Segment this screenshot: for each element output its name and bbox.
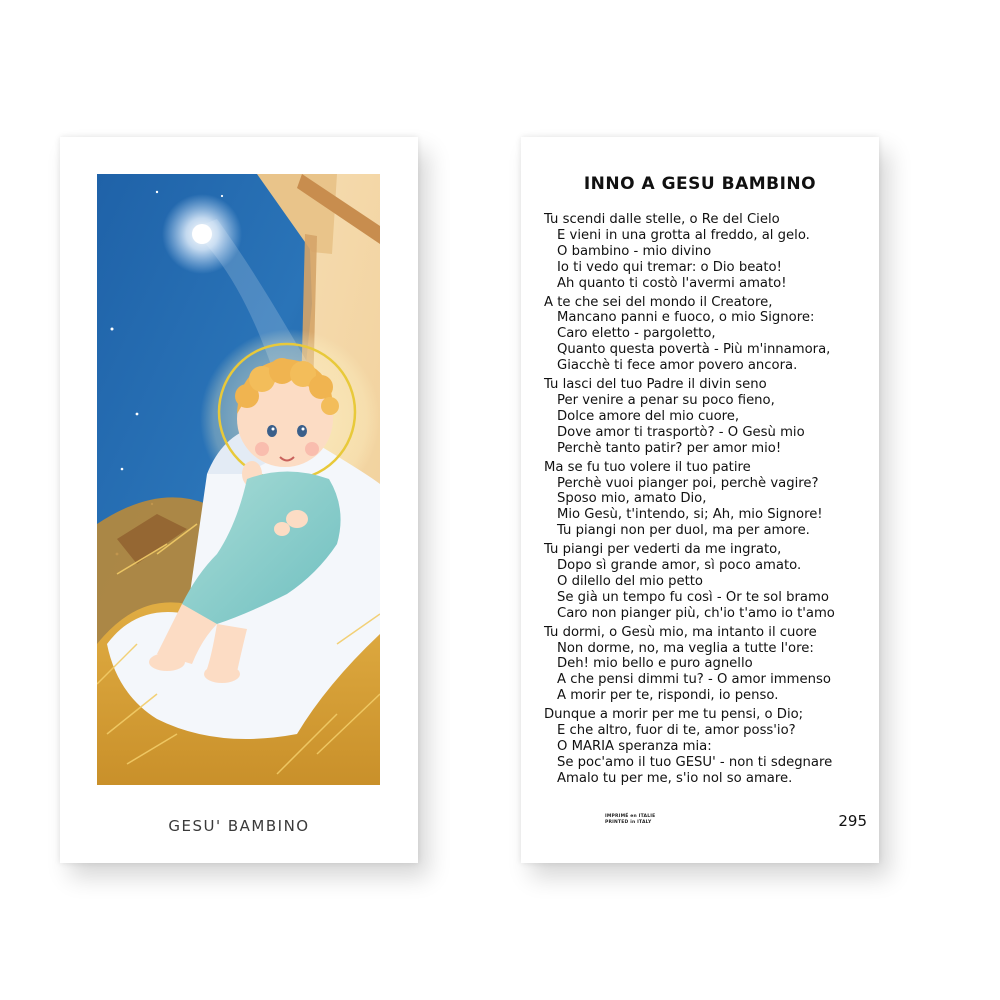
verse-line: Ah quanto ti costò l'avermi amato!: [557, 275, 787, 291]
verse-line: A che pensi dimmi tu? - O amor immenso: [557, 672, 831, 688]
verse-line: Se già un tempo fu così - Or te sol bramo: [557, 589, 829, 605]
nativity-illustration: [97, 174, 380, 785]
verse-line: Tu piangi non per duol, ma per amore.: [557, 523, 810, 539]
verse-line: E che altro, fuor di te, amor poss'io?: [557, 723, 796, 739]
stanza: [544, 295, 874, 375]
verse-line: Dove amor ti trasportò? - O Gesù mio: [557, 424, 805, 440]
verse-line: O bambino - mio divino: [557, 243, 712, 259]
verse-line: O MARIA speranza mia:: [557, 739, 712, 754]
front-caption: GESU' BAMBINO: [168, 817, 310, 835]
verse-line: A morir per te, rispondi, io penso.: [557, 688, 779, 704]
verse-line: E vieni in una grotta al freddo, al gelo.: [557, 227, 810, 243]
hymn-text: [544, 212, 874, 790]
verse-line: Tu scendi dalle stelle, o Re del Cielo: [544, 212, 780, 227]
verse-line: Caro eletto - pargoletto,: [557, 326, 716, 342]
verse-line: Giacchè ti fece amor povero ancora.: [557, 358, 798, 374]
stanza: [544, 377, 874, 457]
stanza: [544, 542, 874, 622]
verse-line: Per venire a penar su poco fieno,: [557, 392, 775, 408]
printer-imprint: [605, 814, 655, 826]
verse-line: Sposo mio, amato Dio,: [557, 491, 707, 507]
verse-line: Perchè tanto patir? per amor mio!: [557, 440, 782, 456]
imprint-line: PRINTED in ITALY: [605, 820, 652, 825]
verse-line: Quanto questa povertà - Più m'innamora,: [557, 342, 831, 358]
verse-line: Tu dormi, o Gesù mio, ma intanto il cuore: [544, 624, 817, 640]
verse-line: Io ti vedo qui tremar: o Dio beato!: [557, 259, 782, 275]
verse-line: Tu piangi per vederti da me ingrato,: [544, 542, 782, 558]
imprint-line: IMPRIMÉ en ITALIE: [605, 814, 656, 819]
verse-line: Dolce amore del mio cuore,: [557, 408, 740, 424]
verse-line: Dopo sì grande amor, sì poco amato.: [557, 558, 802, 574]
verse-line: Amalo tu per me, s'io nol so amare.: [557, 770, 793, 786]
verse-line: Mancano panni e fuoco, o mio Signore:: [557, 310, 815, 326]
holy-card-front: [60, 137, 418, 863]
verse-line: Ma se fu tuo volere il tuo patire: [544, 459, 751, 475]
verse-line: Caro non pianger più, ch'io t'amo io t'amo: [557, 605, 835, 621]
verse-line: Tu lasci del tuo Padre il divin seno: [544, 377, 767, 393]
stanza: [544, 212, 874, 292]
verse-line: Se poc'amo il tuo GESU' - non ti sdegnare: [557, 754, 833, 770]
verse-line: Mio Gesù, t'intendo, si; Ah, mio Signore!: [557, 507, 823, 523]
verse-line: Dunque a morir per me tu pensi, o Dio;: [544, 707, 804, 723]
verse-line: A te che sei del mondo il Creatore,: [544, 294, 773, 310]
hymn-title: INNO A GESU BAMBINO: [583, 174, 817, 194]
verse-line: Deh! mio bello e puro agnello: [557, 656, 753, 672]
holy-card-back: [521, 137, 879, 863]
stanza: [544, 625, 874, 705]
verse-line: O dilello del mio petto: [557, 573, 703, 589]
card-number: 295: [838, 812, 867, 830]
verse-line: Perchè vuoi pianger poi, perchè vagire?: [557, 475, 819, 491]
verse-line: Non dorme, no, ma veglia a tutte l'ore:: [557, 640, 814, 656]
stanza: [544, 707, 874, 787]
stanza: [544, 460, 874, 540]
